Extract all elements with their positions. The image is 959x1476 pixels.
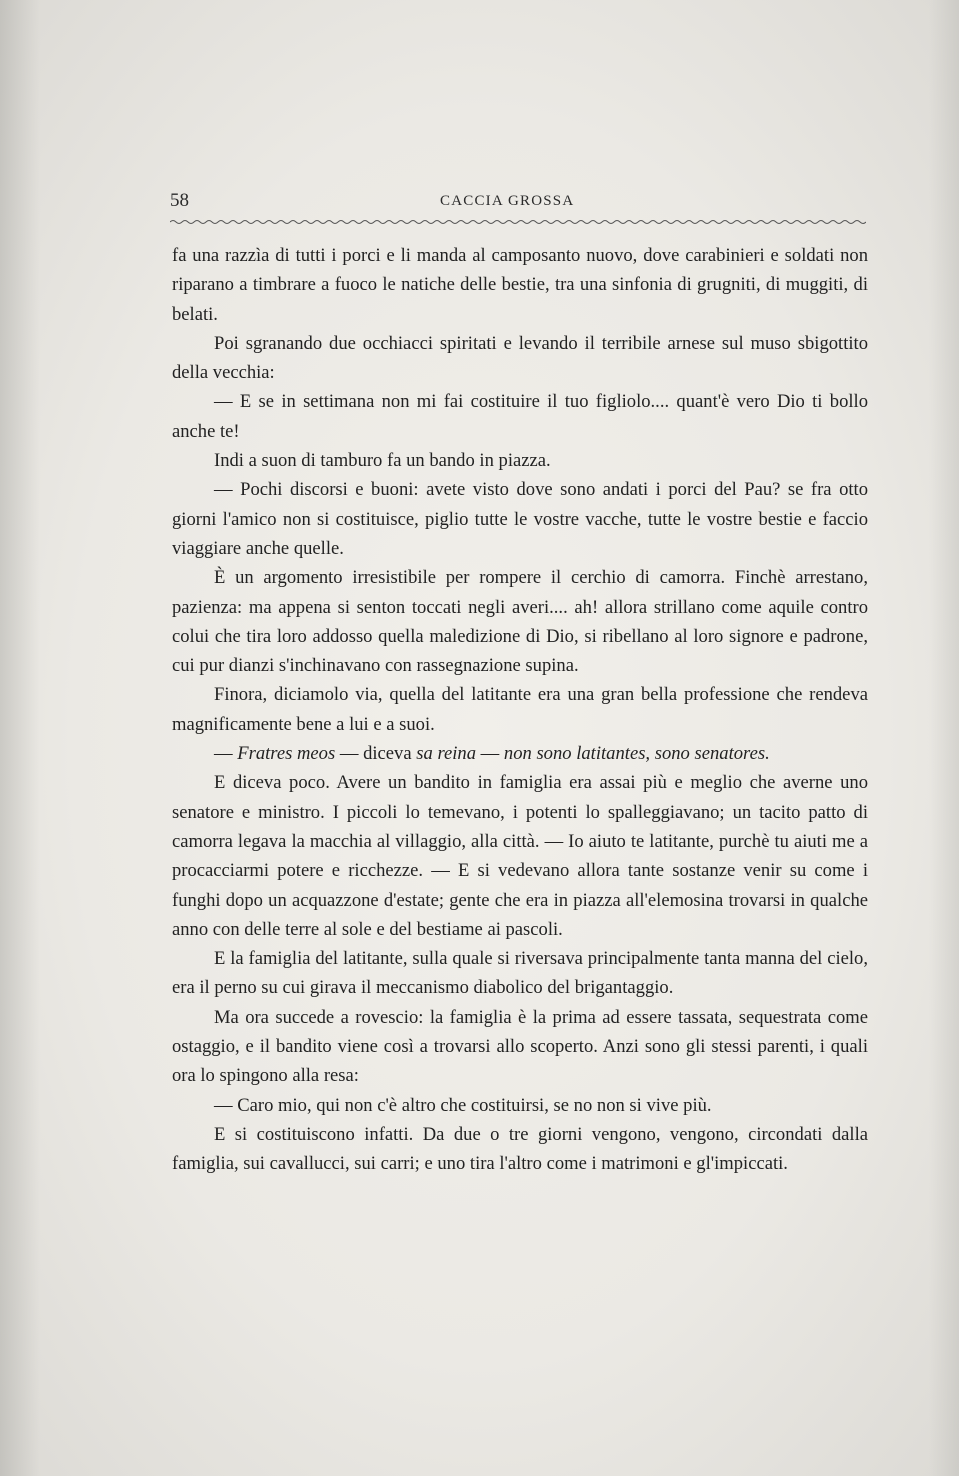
paragraph (172, 475, 868, 563)
paragraph (172, 329, 868, 388)
wavy-header-rule (170, 218, 866, 226)
paragraph (172, 680, 868, 739)
text-segment: Poi sgranando due occhiacci spiritati e levando il terribile arnese sul muso sbigottito della vecchia: (172, 332, 868, 384)
italic-text: sa reina (416, 743, 477, 765)
text-segment: Finora, diciamolo via, quella del latitante era una gran bella professione che rendeva magnificamente bene a lui e a suoi. (172, 684, 868, 735)
paragraph (172, 1091, 868, 1120)
text-segment: — Caro mio, qui non c'è altro che costituirsi, se no non si vive più. (214, 1094, 712, 1116)
paragraph (172, 563, 868, 680)
text-segment: — (214, 743, 238, 765)
paragraph (172, 241, 868, 329)
paragraph (172, 768, 868, 944)
page-number: 58 (170, 190, 189, 211)
text-segment: E diceva poco. Avere un bandito in famiglia era assai più e meglio che averne uno senatore e ministro. I piccoli lo temevano, i potenti lo spalleggiavano; un tacito patto di camorra legava la macchia al villaggio, alla città. — Io aiuto te latitante, purchè tu aiuti me a procacciarmi potere e ricchezze. — E si vedevano allora tante sostanze venir su come i funghi dopo un acquazzone d'estate; gente che era in piazza all'elemosina trovarsi in qualche anno con delle terre al sole e del bestiame ai pascoli. (172, 772, 868, 940)
paragraph (172, 1120, 868, 1179)
text-segment: E la famiglia del latitante, sulla quale si riversava principalmente tanta manna del cielo, era il perno su cui girava il meccanismo diabolico del brigantaggio. (172, 948, 868, 999)
text-segment: — diceva (335, 743, 417, 765)
page-shadow-left (0, 0, 40, 1476)
text-segment: — (476, 743, 504, 765)
text-segment: È un argomento irresistibile per rompere il cerchio di camorra. Finchè arrestano, pazienza: ma appena si senton toccati negli averi.... ah! allora strillano come aquile contro colui che tira loro addosso quella maledizione di Dio, si ribellano al loro signore e padrone, cui pur dianzi s'inchinavano con rassegnazione supina. (172, 567, 868, 677)
paragraph (172, 1003, 868, 1091)
text-segment: Indi a suon di tamburo fa un bando in piazza. (214, 450, 551, 472)
text-segment: Ma ora succede a rovescio: la famiglia è la prima ad essere tassata, sequestrata come ostaggio, e il bandito viene così a trovarsi allo scoperto. Anzi sono gli stessi parenti, i quali ora lo spingono alla resa: (172, 1006, 868, 1087)
text-segment: fa una razzìa di tutti i porci e li manda al camposanto nuovo, dove carabinieri e soldati non riparano a timbrare a fuoco le natiche delle bestie, tra una sinfonia di grugniti, di muggiti, di belati. (172, 245, 868, 325)
text-segment: — Pochi discorsi e buoni: avete visto dove sono andati i porci del Pau? se fra otto giorni l'amico non si costituisce, piglio tutte le vostre vacche, tutte le vostre bestie e faccio viaggiare anche quelle. (172, 479, 868, 559)
text-segment: — E se in settimana non mi fai costituire il tuo figliolo.... quant'è vero Dio ti bollo anche te! (172, 391, 868, 442)
page-shadow-right (929, 0, 959, 1476)
text-segment: E si costituiscono infatti. Da due o tre giorni vengono, vengono, circondati dalla famiglia, sui cavallucci, sui carri; e uno tira l'altro come i matrimoni e gl'impiccati. (172, 1123, 868, 1175)
paragraph (172, 944, 868, 1003)
italic-text: Fratres meos (237, 743, 336, 765)
paragraph (172, 446, 868, 475)
body-text (172, 241, 868, 1179)
running-head (170, 190, 870, 214)
paragraph (172, 739, 868, 768)
italic-text: non sono latitantes, sono senatores. (503, 743, 770, 765)
paragraph (172, 387, 868, 446)
running-title: CACCIA GROSSA (440, 193, 575, 209)
